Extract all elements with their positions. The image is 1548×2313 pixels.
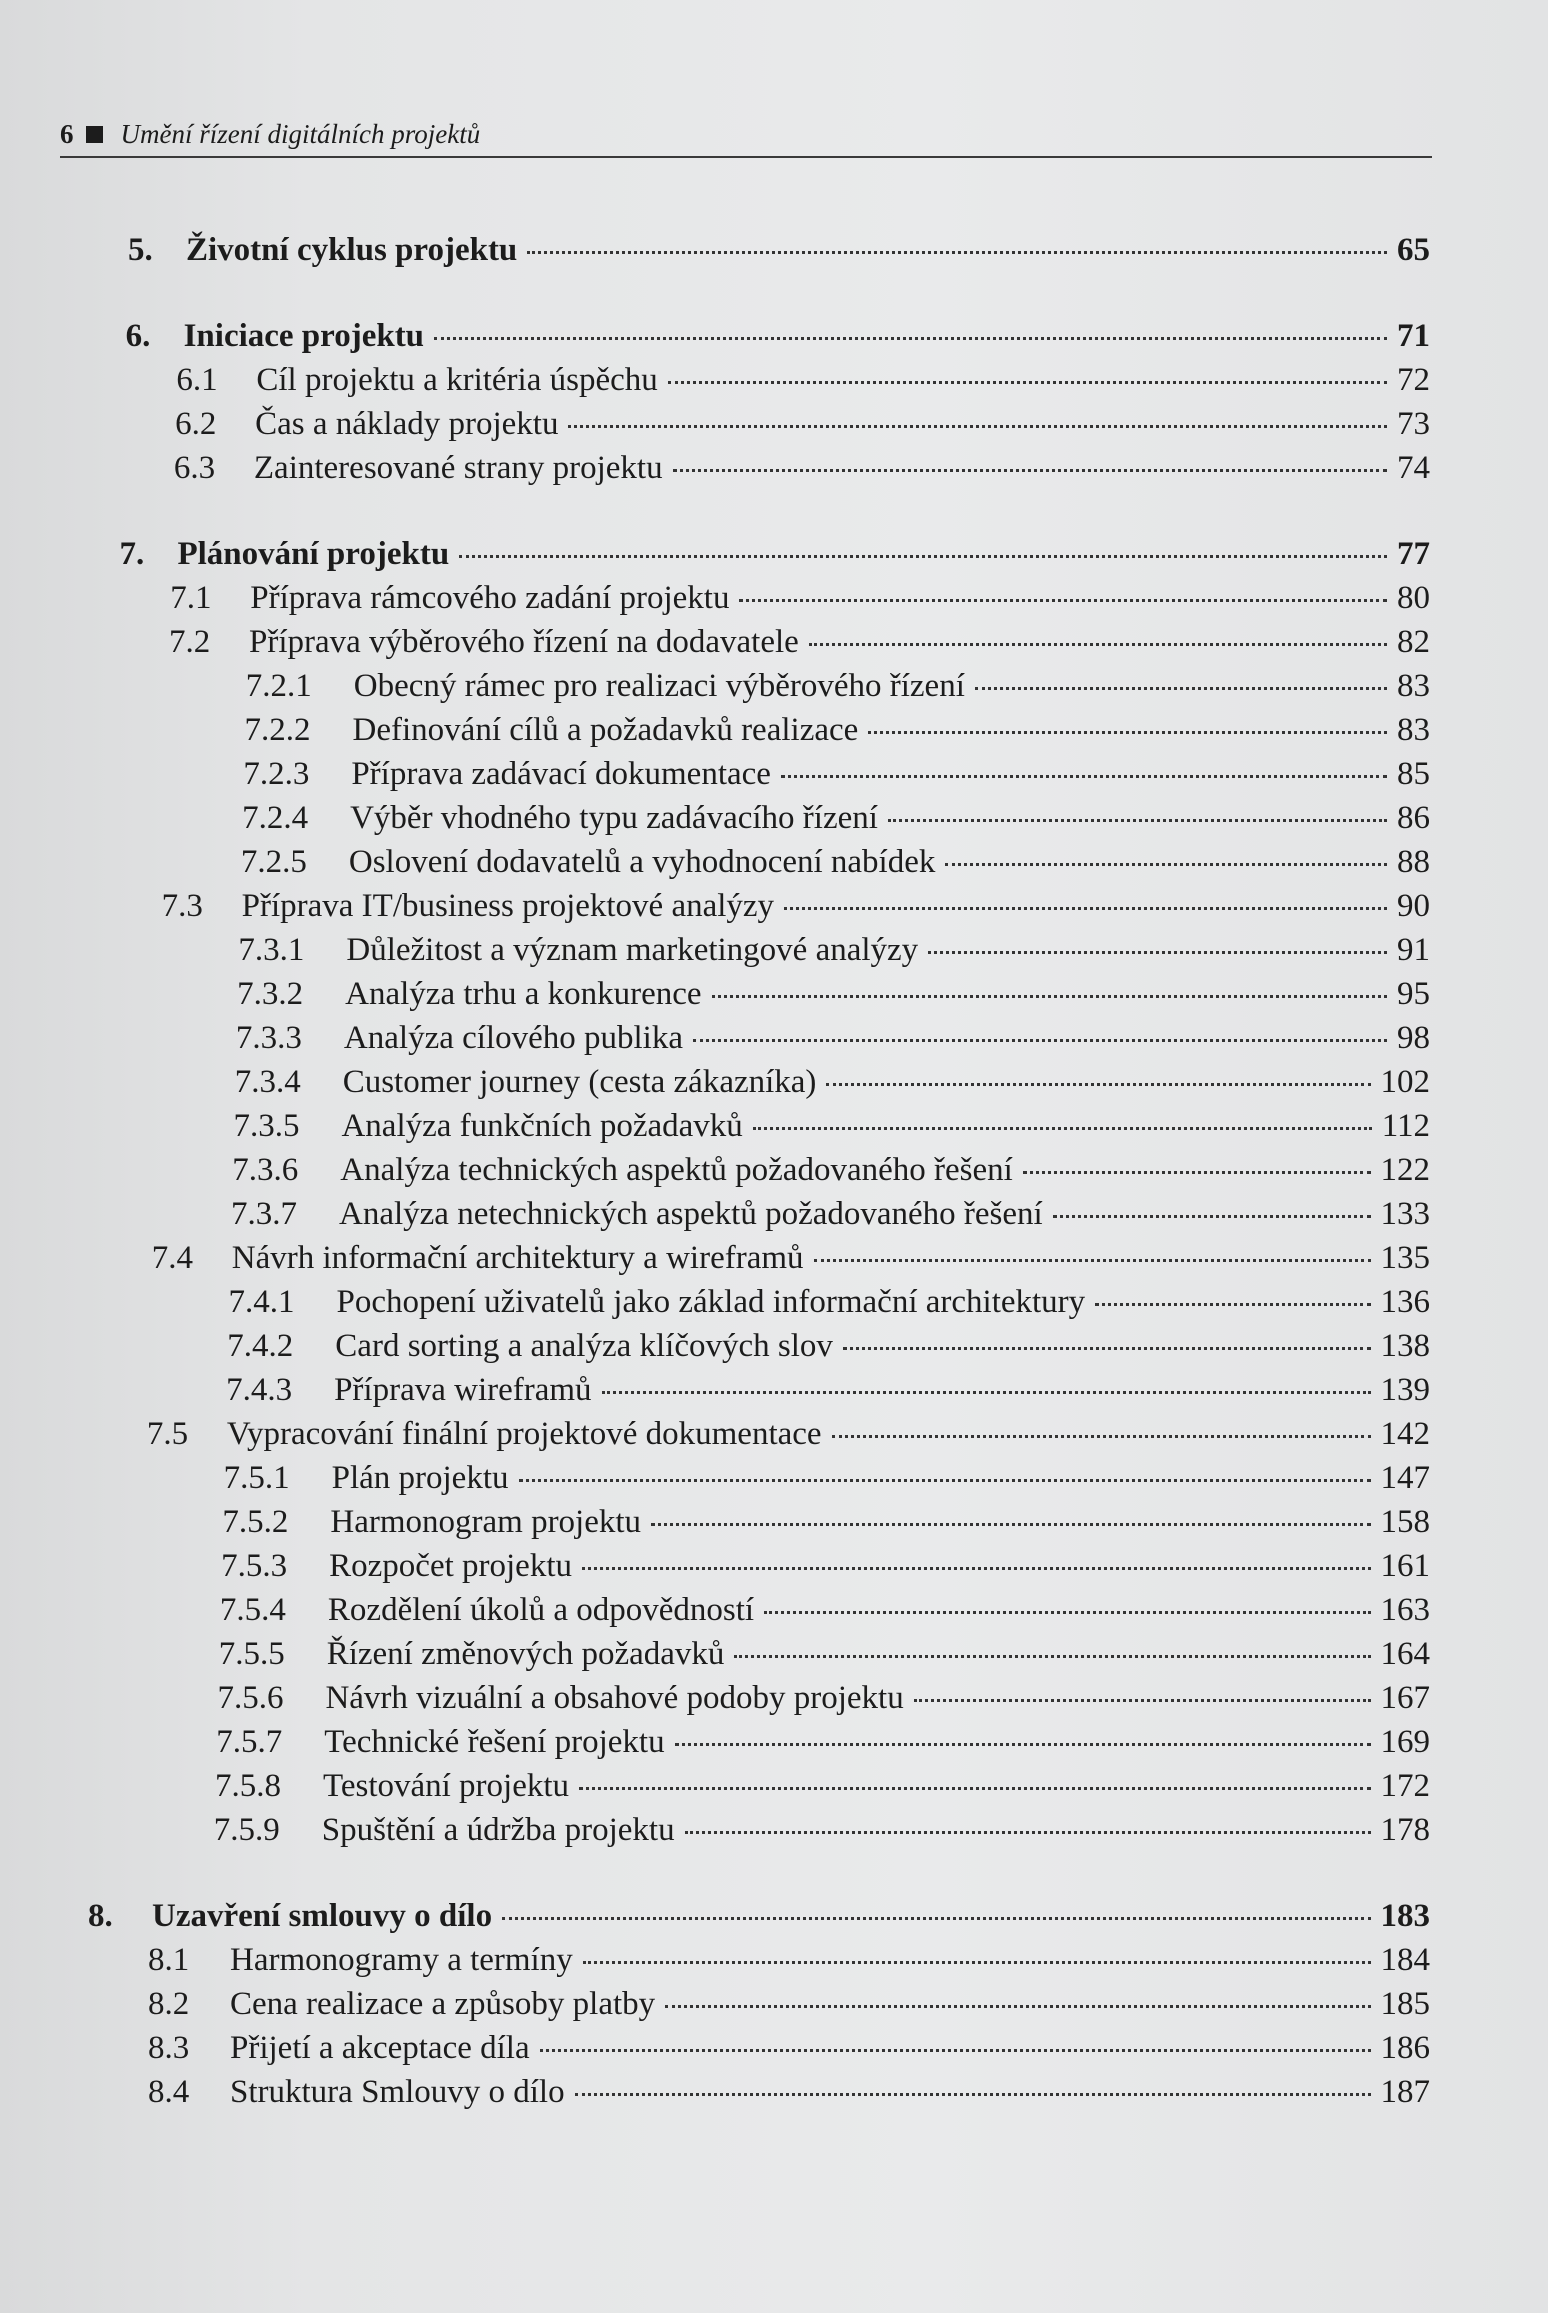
toc-entry-title: Pochopení uživatelů jako základ informační architektury [336, 1284, 1086, 1320]
toc-entry-page: 98 [1397, 1020, 1430, 1056]
dot-leader [814, 1259, 1371, 1262]
toc-entry-page: 147 [1380, 1460, 1430, 1496]
dot-leader [712, 995, 1387, 998]
toc-entry-page: 178 [1380, 1812, 1430, 1848]
toc-entry-page: 86 [1397, 800, 1430, 836]
toc-entry-title: Definování cílů a požadavků realizace [352, 712, 859, 748]
toc-section-entry [176, 362, 1430, 406]
toc-entry-number: 7.3.2 [237, 976, 304, 1012]
toc-section-entry [216, 1724, 1430, 1768]
toc-entry-number: 7.5.7 [216, 1724, 283, 1760]
toc-entry-number: 7.2.2 [244, 712, 311, 748]
toc-entry-title: Oslovení dodavatelů a vyhodnocení nabídek [348, 844, 936, 880]
toc-chapter-entry [119, 536, 1430, 580]
dot-leader [734, 1655, 1370, 1658]
toc-entry-title: Analýza cílového publika [343, 1020, 683, 1056]
toc-entry-page: 172 [1380, 1768, 1430, 1804]
dot-leader [527, 251, 1387, 254]
toc-entry-number: 7.4 [151, 1240, 194, 1276]
toc-entry-number: 8.3 [148, 2030, 190, 2066]
toc-section-entry [170, 580, 1430, 624]
dot-leader [651, 1523, 1370, 1526]
toc-entry-title: Rozpočet projektu [329, 1548, 572, 1584]
toc-section-entry [214, 1812, 1430, 1856]
dot-leader [540, 2049, 1371, 2052]
toc-entry-page: 161 [1380, 1548, 1430, 1584]
toc-entry-number: 7.2.3 [243, 756, 310, 792]
toc-entry-title: Přijetí a akceptace díla [230, 2030, 530, 2066]
toc-section-entry [243, 756, 1430, 800]
dot-leader [575, 2093, 1371, 2096]
toc-entry-number: 7.5.6 [217, 1680, 284, 1716]
toc-entry-page: 169 [1380, 1724, 1430, 1760]
dot-leader [579, 1787, 1370, 1790]
toc-entry-page: 187 [1380, 2074, 1430, 2110]
toc-entry-number: 7.4.2 [227, 1328, 294, 1364]
toc-entry-title: Čas a náklady projektu [255, 406, 559, 442]
toc-entry-page: 183 [1380, 1898, 1430, 1934]
toc-entry-number: 8.4 [148, 2074, 190, 2110]
dot-leader [945, 863, 1387, 866]
toc-section-entry [241, 844, 1430, 888]
toc-chapter-entry [88, 1898, 1430, 1942]
toc-entry-number: 7.2.5 [240, 844, 307, 880]
dot-leader [675, 1743, 1371, 1746]
toc-entry-page: 71 [1397, 318, 1430, 354]
toc-entry-page: 74 [1397, 450, 1430, 486]
toc-entry-page: 80 [1397, 580, 1430, 616]
toc-entry-page: 185 [1380, 1986, 1430, 2022]
toc-entry-page: 90 [1397, 888, 1430, 924]
toc-section-entry [217, 1680, 1430, 1724]
toc-entry-number: 7.2 [169, 624, 211, 660]
dot-leader [914, 1699, 1371, 1702]
dot-leader [888, 819, 1387, 822]
toc-entry-page: 83 [1397, 668, 1430, 704]
toc-entry-title: Iniciace projektu [183, 318, 425, 354]
dot-leader [583, 1961, 1371, 1964]
toc-entry-page: 102 [1380, 1064, 1430, 1100]
toc-entry-number: 7.3.6 [232, 1152, 299, 1188]
dot-leader [928, 951, 1387, 954]
toc-section-entry [148, 2074, 1430, 2118]
dot-leader [693, 1039, 1387, 1042]
toc-section-entry [224, 1460, 1430, 1504]
toc-entry-number: 7.5 [146, 1416, 189, 1452]
toc-section-entry [148, 2030, 1430, 2074]
toc-entry-title: Plánování projektu [177, 536, 450, 572]
toc-chapter-entry [126, 318, 1430, 362]
toc-entry-page: 73 [1397, 406, 1430, 442]
toc-section-entry [174, 450, 1430, 494]
toc-entry-number: 7.3.7 [231, 1196, 297, 1232]
toc-section-entry [152, 1240, 1430, 1284]
dot-leader [739, 599, 1387, 602]
toc-entry-page: 184 [1380, 1942, 1430, 1978]
toc-entry-number: 8. [88, 1898, 113, 1934]
toc-entry-number: 6.2 [175, 406, 217, 442]
toc-entry-page: 138 [1380, 1328, 1430, 1364]
toc-entry-number: 5. [128, 232, 153, 268]
dot-leader [781, 775, 1387, 778]
toc-entry-number: 7.3.5 [233, 1108, 300, 1144]
dot-leader [843, 1347, 1371, 1350]
dot-leader [685, 1831, 1371, 1834]
toc-entry-page: 122 [1380, 1152, 1430, 1188]
toc-entry-number: 7.4.3 [226, 1372, 293, 1408]
toc-entry-number: 7. [119, 536, 145, 572]
toc-entry-page: 186 [1380, 2030, 1430, 2066]
toc-entry-number: 7.5.5 [218, 1636, 285, 1672]
toc-entry-title: Příprava wireframů [334, 1372, 592, 1408]
dot-leader [519, 1479, 1371, 1482]
dot-leader [502, 1917, 1370, 1920]
toc-entry-title: Plán projektu [331, 1460, 509, 1496]
toc-entry-title: Testování projektu [322, 1768, 570, 1804]
toc-entry-number: 7.3.1 [238, 932, 305, 968]
book-title: Umění řízení digitálních projektů [120, 118, 481, 149]
toc-entry-title: Návrh vizuální a obsahové podoby projektu [325, 1680, 904, 1716]
toc-entry-number: 7.5.1 [223, 1460, 290, 1496]
toc-entry-title: Uzavření smlouvy o dílo [152, 1898, 493, 1934]
toc-entry-title: Spuštění a údržba projektu [321, 1812, 675, 1848]
dot-leader [832, 1435, 1371, 1438]
toc-entry-number: 6.1 [176, 362, 218, 398]
toc-entry-number: 7.5.3 [221, 1548, 288, 1584]
toc-entry-page: 135 [1380, 1240, 1430, 1276]
toc-section-entry [148, 1942, 1430, 1986]
toc-section-entry [215, 1768, 1430, 1812]
toc-entry-page: 158 [1380, 1504, 1430, 1540]
toc-entry-title: Card sorting a analýza klíčových slov [335, 1328, 833, 1364]
dot-leader [668, 381, 1387, 384]
toc-entry-number: 7.3 [161, 888, 203, 924]
toc-entry-number: 7.3.4 [234, 1064, 301, 1100]
toc-entry-title: Obecný rámec pro realizaci výběrového řízení [353, 668, 965, 704]
toc-entry-page: 163 [1380, 1592, 1430, 1628]
toc-section-entry [242, 800, 1430, 844]
toc-entry-number: 6.3 [173, 450, 216, 486]
toc-section-entry [175, 406, 1430, 450]
toc-section-entry [236, 1020, 1430, 1064]
toc-section-entry [226, 1372, 1430, 1416]
toc-entry-number: 6. [125, 318, 151, 354]
toc-entry-title: Struktura Smlouvy o dílo [230, 2074, 565, 2110]
toc-section-entry [229, 1284, 1430, 1328]
toc-entry-page: 82 [1397, 624, 1430, 660]
toc-entry-page: 65 [1397, 232, 1430, 268]
dot-leader [868, 731, 1387, 734]
toc-entry-page: 133 [1380, 1196, 1430, 1232]
toc-entry-title: Příprava zadávací dokumentace [351, 756, 771, 792]
dot-leader [568, 425, 1387, 428]
toc-entry-number: 7.2.1 [245, 668, 312, 704]
toc-section-entry [147, 1416, 1430, 1460]
toc-entry-page: 85 [1397, 756, 1430, 792]
toc-section-entry [238, 932, 1430, 976]
dot-leader [602, 1391, 1371, 1394]
toc-entry-title: Důležitost a význam marketingové analýzy [346, 932, 919, 968]
toc-entry-title: Řízení změnových požadavků [326, 1636, 725, 1672]
page-number: 6 [60, 118, 74, 149]
toc-entry-number: 8.2 [148, 1986, 190, 2022]
toc-entry-title: Analýza netechnických aspektů požadovaného řešení [339, 1196, 1043, 1232]
toc-entry-title: Technické řešení projektu [324, 1724, 665, 1760]
toc-entry-title: Zainteresované strany projektu [253, 450, 663, 486]
toc-entry-title: Analýza funkčních požadavků [341, 1108, 743, 1144]
toc-entry-title: Customer journey (cesta zákazníka) [342, 1064, 817, 1100]
toc-section-entry [235, 1064, 1430, 1108]
toc-entry-page: 142 [1380, 1416, 1430, 1452]
toc-entry-title: Výběr vhodného typu zadávacího řízení [350, 800, 878, 836]
dot-leader [673, 469, 1387, 472]
toc-entry-number: 7.5.2 [222, 1504, 289, 1540]
toc-section-entry [221, 1548, 1430, 1592]
toc-section-entry [232, 1152, 1430, 1196]
dot-leader [1095, 1303, 1370, 1306]
toc-section-entry [246, 668, 1430, 712]
toc-entry-number: 7.5.8 [214, 1768, 281, 1804]
toc-entry-number: 7.3.3 [235, 1020, 302, 1056]
toc-entry-number: 7.5.4 [219, 1592, 286, 1628]
toc-entry-page: 167 [1380, 1680, 1430, 1716]
toc-entry-title: Životní cyklus projektu [186, 232, 518, 268]
dot-leader [459, 555, 1387, 558]
toc-entry-page: 112 [1381, 1108, 1430, 1144]
dot-leader [1053, 1215, 1371, 1218]
dot-leader [826, 1083, 1370, 1086]
toc-section-entry [227, 1328, 1430, 1372]
toc-entry-title: Cíl projektu a kritéria úspěchu [256, 362, 658, 398]
toc-entry-page: 164 [1380, 1636, 1430, 1672]
toc-section-entry [220, 1592, 1430, 1636]
toc-section-entry [237, 976, 1430, 1020]
toc-entry-number: 7.2.4 [242, 800, 309, 836]
toc-section-entry [233, 1108, 1430, 1152]
toc-entry-title: Rozdělení úkolů a odpovědností [327, 1592, 755, 1628]
toc-section-entry [169, 624, 1430, 668]
toc-entry-page: 136 [1380, 1284, 1430, 1320]
toc-entry-title: Analýza trhu a konkurence [345, 976, 702, 1012]
dot-leader [582, 1567, 1371, 1570]
toc-entry-title: Cena realizace a způsoby platby [230, 1986, 656, 2022]
toc-entry-page: 88 [1397, 844, 1430, 880]
dot-leader [665, 2005, 1370, 2008]
toc-entry-title: Příprava výběrového řízení na dodavatele [249, 624, 799, 660]
toc-entry-number: 7.4.1 [228, 1284, 295, 1320]
toc-section-entry [231, 1196, 1430, 1240]
toc-entry-page: 95 [1397, 976, 1430, 1012]
toc-entry-number: 8.1 [148, 1942, 190, 1978]
toc-section-entry [162, 888, 1430, 932]
toc-entry-page: 139 [1380, 1372, 1430, 1408]
dot-leader [764, 1611, 1370, 1614]
toc-entry-title: Příprava rámcového zadání projektu [250, 580, 730, 616]
dot-leader [809, 643, 1387, 646]
dot-leader [1023, 1171, 1371, 1174]
dot-leader [975, 687, 1387, 690]
dot-leader [784, 907, 1387, 910]
toc-chapter-entry [128, 232, 1430, 276]
toc-entry-title: Návrh informační architektury a wireframů [231, 1240, 804, 1276]
toc-entry-page: 91 [1397, 932, 1430, 968]
toc-entry-page: 72 [1397, 362, 1430, 398]
toc-entry-title: Vypracování finální projektové dokumentace [226, 1416, 822, 1452]
dot-leader [434, 337, 1387, 340]
toc-entry-title: Harmonogramy a termíny [230, 1942, 573, 1978]
toc-entry-number: 7.5.9 [213, 1812, 280, 1848]
toc-entry-title: Příprava IT/business projektové analýzy [241, 888, 775, 924]
toc-entry-title: Analýza technických aspektů požadovaného řešení [340, 1152, 1013, 1188]
toc-section-entry [219, 1636, 1430, 1680]
toc-section-entry [245, 712, 1430, 756]
toc-entry-title: Harmonogram projektu [330, 1504, 642, 1540]
dot-leader [753, 1127, 1372, 1130]
toc-entry-page: 77 [1397, 536, 1430, 572]
toc-entry-page: 83 [1397, 712, 1430, 748]
toc-section-entry [222, 1504, 1430, 1548]
toc-entry-number: 7.1 [170, 580, 212, 616]
toc-section-entry [148, 1986, 1430, 2030]
